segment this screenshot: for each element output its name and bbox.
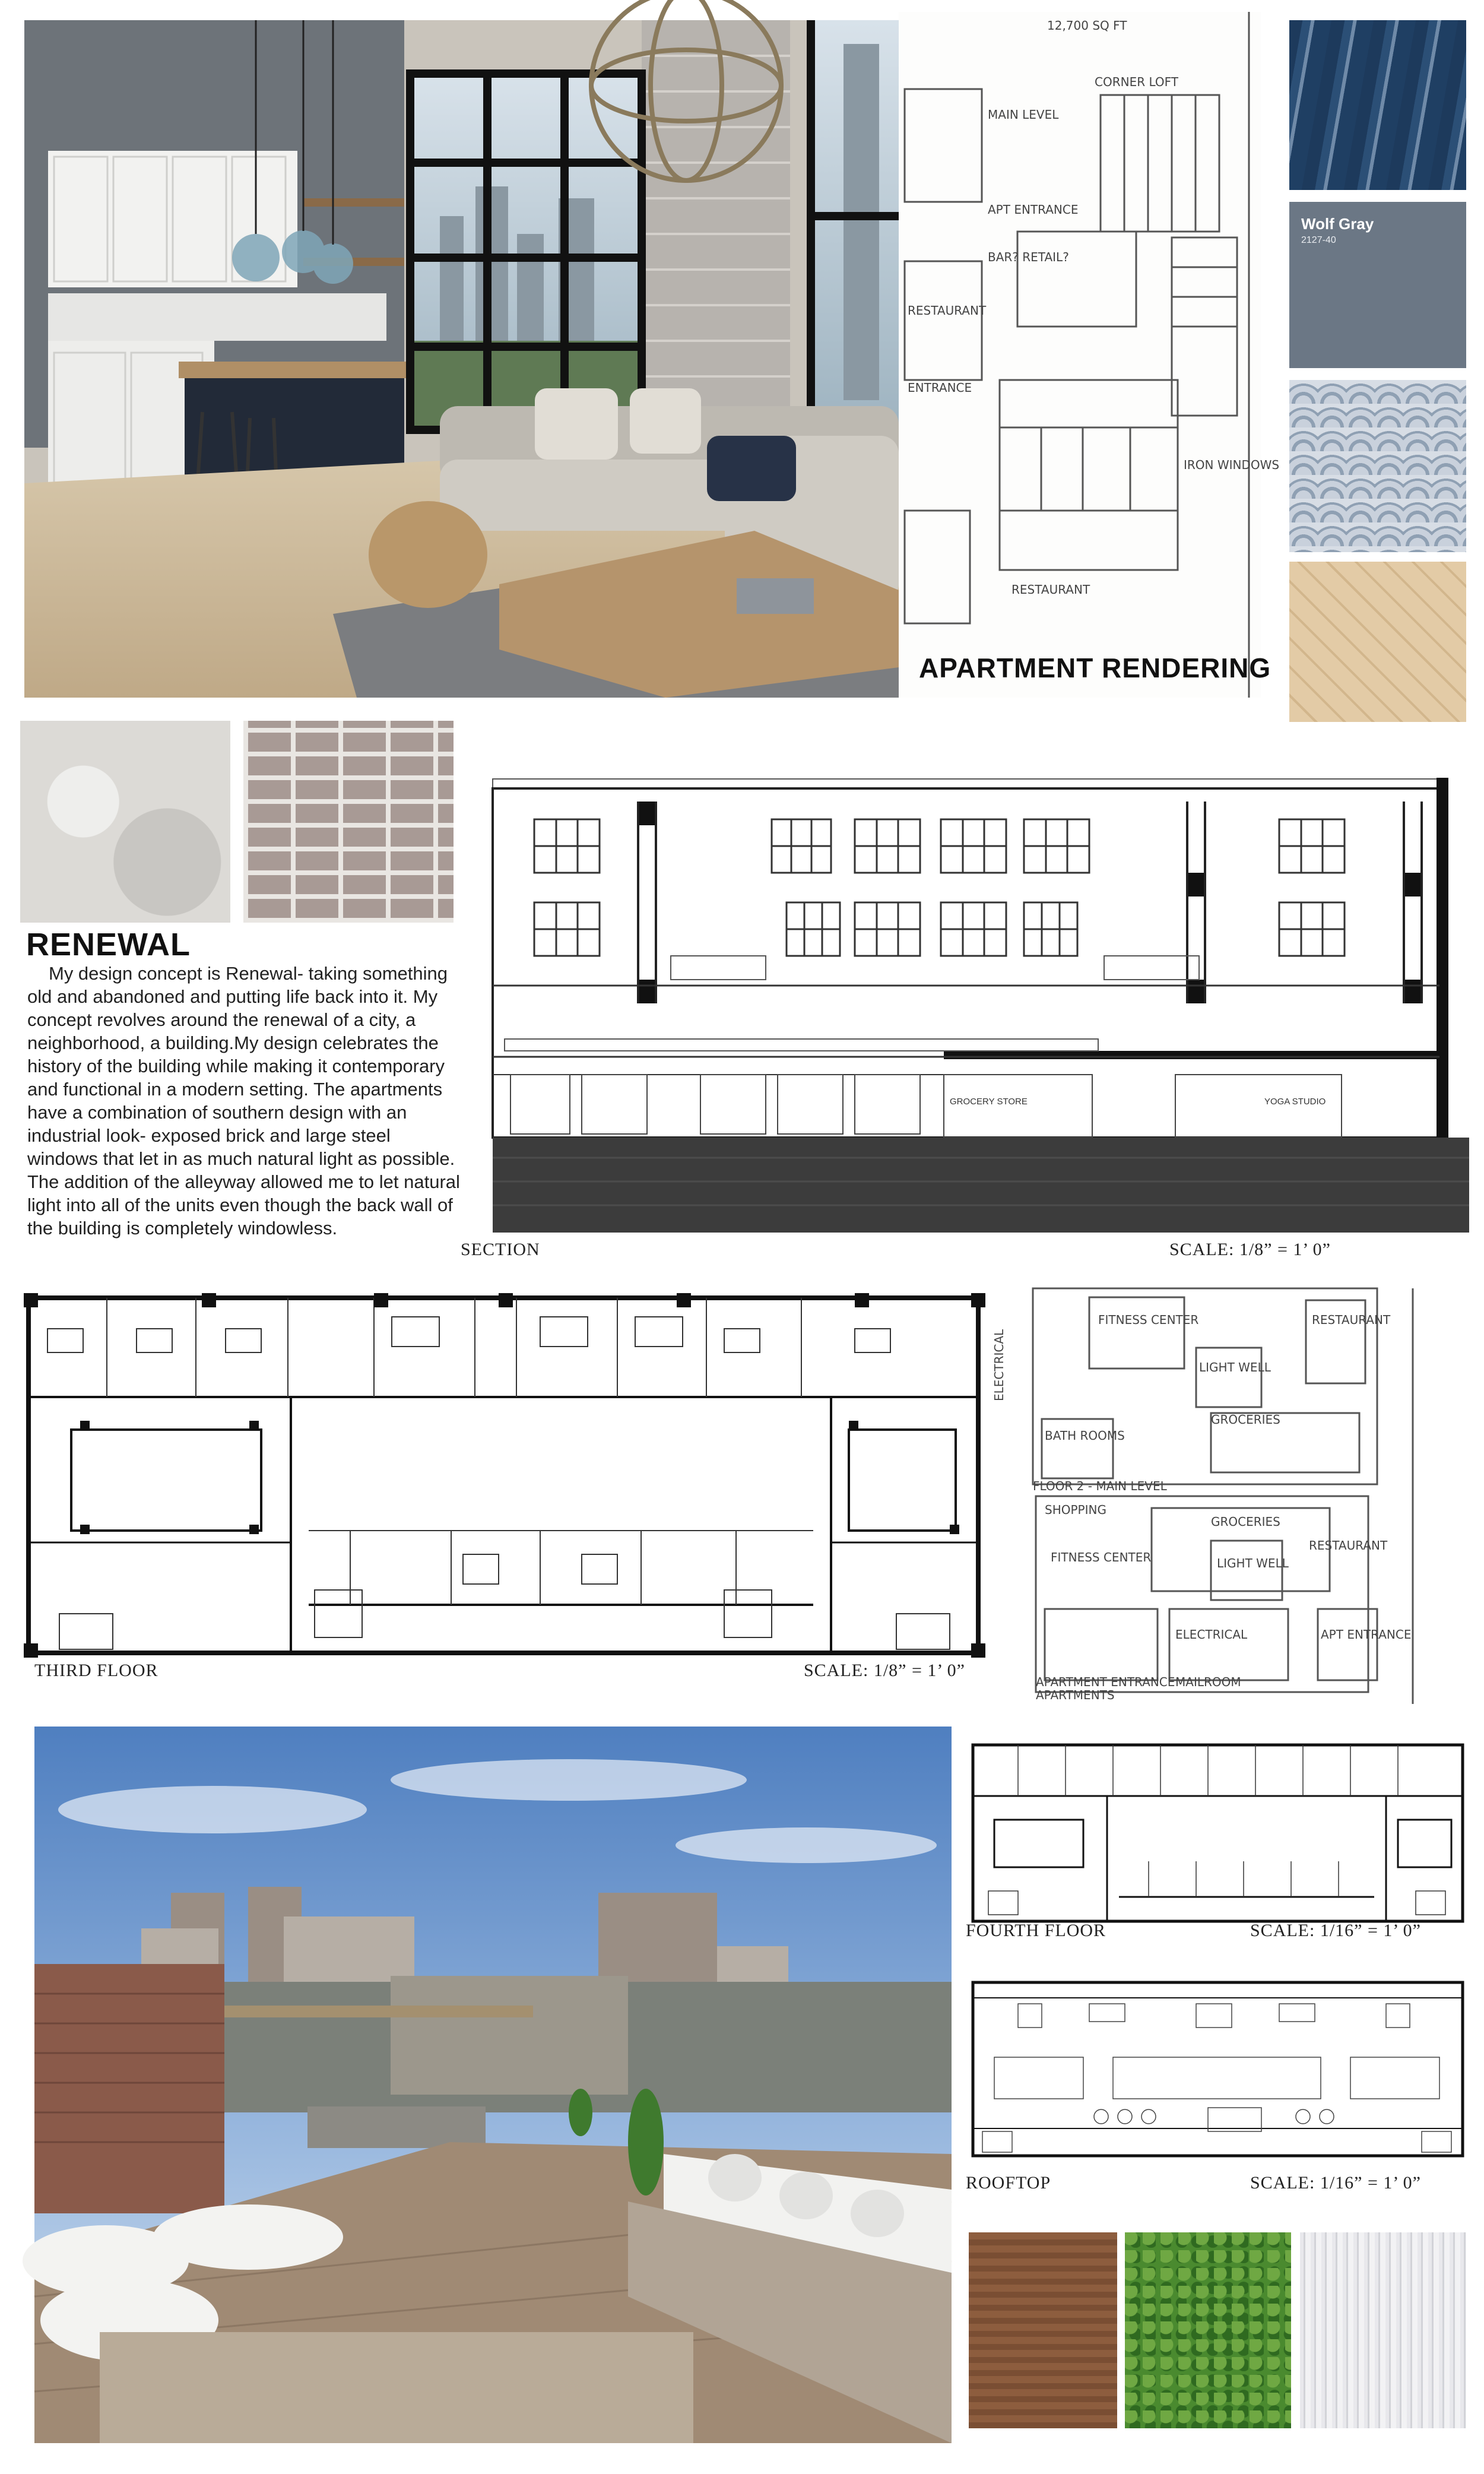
swatch-white-texture <box>1300 2232 1466 2428</box>
sketch-note-iron-windows: IRON WINDOWS <box>1184 458 1280 472</box>
sketch-note-corner-loft: CORNER LOFT <box>1095 75 1178 89</box>
sketch2-fitness: FITNESS CENTER <box>1098 1313 1199 1327</box>
main-level-sketch <box>985 1276 1472 1704</box>
swatch-wave-fabric <box>1289 380 1466 552</box>
sketch2-restaurant-2: RESTAURANT <box>1309 1538 1388 1553</box>
sketch2-restaurant: RESTAURANT <box>1312 1313 1391 1327</box>
third-floor-scale: SCALE: 1/8” = 1’ 0” <box>804 1661 965 1680</box>
concept-title: RENEWAL <box>26 927 191 962</box>
swatch-green-hedge <box>1125 2232 1291 2428</box>
sketch2-apartments: APARTMENTS <box>1036 1688 1115 1702</box>
swatch-denim-fabric <box>1289 20 1466 190</box>
swatch-parquet-deck <box>969 2232 1117 2428</box>
fourth-floor-label: FOURTH FLOOR <box>966 1921 1106 1940</box>
sketch2-light-well: LIGHT WELL <box>1199 1360 1271 1374</box>
building-section-drawing <box>493 742 1469 1241</box>
sketch2-bathrooms: BATH ROOMS <box>1045 1428 1125 1443</box>
living-room-illustration <box>24 20 899 698</box>
sketch2-groceries: GROCERIES <box>1211 1412 1280 1427</box>
section-label: SECTION <box>461 1240 540 1259</box>
sketch2-electrical: ELECTRICAL <box>992 1329 1006 1401</box>
sketch2-mailroom: MAILROOM <box>1175 1675 1241 1689</box>
sketch-note-bar-retail: BAR? RETAIL? <box>988 250 1069 264</box>
swatch-concrete <box>20 721 230 923</box>
sketch2-apartment-entrance: APARTMENT ENTRANCE <box>1036 1675 1175 1689</box>
swatch-paint-name: Wolf Gray <box>1301 215 1374 233</box>
sketch-note-main-level: MAIN LEVEL <box>988 107 1059 122</box>
section-scale: SCALE: 1/8” = 1’ 0” <box>1169 1240 1331 1259</box>
section-room-yoga: YOGA STUDIO <box>1264 1097 1326 1107</box>
rooftop-scale: SCALE: 1/16” = 1’ 0” <box>1250 2173 1421 2193</box>
third-floor-label: THIRD FLOOR <box>34 1661 158 1680</box>
apartment-sketch <box>899 12 1280 698</box>
rooftop-plan <box>971 1980 1466 2158</box>
sketch-header: 12,700 SQ FT <box>1047 18 1127 33</box>
sketch2-groceries-2: GROCERIES <box>1211 1515 1280 1529</box>
concept-body: My design concept is Renewal- taking something old and abandoned and putting life back into it. My concept revolves around the renewal of a city, a neighborhood, a building.My design celebrates the history of the building while making it contemporary and functional in a modern setting. The apartments have a combination of southern design with an industrial look- exposed brick and large steel windows that let in as much natural light as possible. The addition of the alleyway allowed me to let natural light into all of the units even though the back wall of the building is completely windowless. <box>27 963 460 1238</box>
sketch2-apt-entrance: APT ENTRANCE <box>1321 1627 1412 1642</box>
sketch2-light-well-2: LIGHT WELL <box>1217 1556 1289 1570</box>
sketch-note-apt-entrance: APT ENTRANCE <box>988 202 1079 217</box>
swatch-paint-code: 2127-40 <box>1301 235 1336 245</box>
sketch2-shopping: SHOPPING <box>1045 1503 1106 1517</box>
section-room-grocery: GROCERY STORE <box>950 1097 1028 1107</box>
sketch2-floor2: FLOOR 2 - MAIN LEVEL <box>1033 1479 1167 1493</box>
fourth-floor-plan <box>971 1743 1466 1924</box>
apartment-rendering-title: APARTMENT RENDERING <box>919 652 1271 683</box>
sketch-note-restaurant-2: RESTAURANT <box>1011 582 1090 597</box>
swatch-herringbone-wood <box>1289 562 1466 722</box>
rooftop-label: ROOFTOP <box>966 2173 1051 2193</box>
sketch2-fitness-2: FITNESS CENTER <box>1051 1550 1152 1564</box>
sketch-note-restaurant: RESTAURANT <box>908 303 987 318</box>
third-floor-plan <box>24 1293 985 1658</box>
apartment-rendering-photo <box>24 20 899 698</box>
sketch-note-entrance: ENTRANCE <box>908 381 972 395</box>
swatch-whitewash-brick <box>243 721 454 923</box>
sketch2-electrical-2: ELECTRICAL <box>1175 1627 1248 1642</box>
rooftop-rendering-photo <box>34 1727 952 2443</box>
swatch-wolf-gray <box>1289 202 1466 368</box>
fourth-floor-scale: SCALE: 1/16” = 1’ 0” <box>1250 1921 1421 1940</box>
